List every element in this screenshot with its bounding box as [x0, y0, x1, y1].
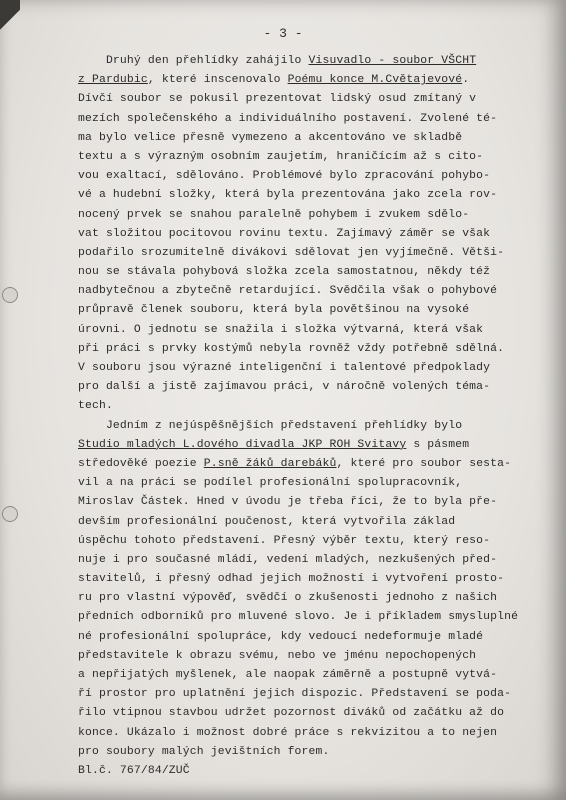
paragraph-2: [78, 417, 538, 762]
text-segment: úrovni. O jednotu se snažila i složka výtvarná, která však: [78, 323, 484, 336]
text-line: [78, 378, 538, 397]
text-segment: ru pro vlastní výpověď, svědčí o zkušenosti jednoho z našich: [78, 592, 498, 605]
text-segment: ma bylo velice přesně vymezeno a akcentováno ve skladbě: [78, 131, 463, 144]
text-segment: V souboru jsou výrazné inteligenční i talentové předpoklady: [78, 362, 491, 374]
underlined-title: z Pardubic: [78, 74, 148, 87]
text-segment: devším profesionální poučenost, která vytvořila základ: [78, 515, 456, 528]
text-segment: , které pro soubor sesta-: [336, 457, 512, 470]
text-line: [78, 513, 538, 532]
text-line: [78, 206, 538, 225]
text-line: [78, 244, 538, 263]
text-line: [78, 474, 538, 493]
text-segment: mezích společenského a individuálního postavení. Zvolené té-: [78, 112, 498, 125]
underlined-title: Poému konce M.Cvětajevové: [287, 74, 463, 87]
text-segment: textu a s výrazným osobním zaujetím, hraničícím až s cito-: [78, 150, 484, 163]
text-line: [78, 186, 538, 205]
underlined-title: P.sně žáků darebáků: [203, 457, 337, 470]
text-segment: vat složitou pocitovou rovinu textu. Zajímavý záměr se však: [78, 227, 491, 240]
text-segment: Miroslav Částek. Hned v úvodu je třeba říci, že to byla pře-: [78, 496, 498, 509]
text-line: [78, 148, 538, 167]
text-line: [78, 417, 538, 436]
body-text: [78, 52, 538, 781]
reference-number: Bl.č. 767/84/ZUČ: [78, 764, 190, 777]
text-line: [78, 436, 538, 455]
text-line: [78, 282, 538, 301]
text-line: [78, 589, 538, 608]
text-segment: průpravě členek souboru, která byla povětšinou na vysoké: [78, 304, 470, 317]
text-segment: řilo vtipnou stavbou udržet pozornost diváků od začátku až do: [78, 707, 505, 720]
text-segment: nocený prvek se snahou paralelně pohybem i zvukem sdělo-: [78, 208, 470, 221]
text-segment: nou se stávala pohybová složka zcela samostatnou, někdy též: [78, 266, 491, 279]
text-line: [78, 628, 538, 647]
text-segment: Druhý den přehlídky zahájilo: [78, 55, 309, 67]
text-line: [78, 608, 538, 627]
text-line: [78, 71, 538, 90]
text-segment: vé a hudební složky, která byla prezentována jako zcela rov-: [78, 189, 498, 202]
text-line: [78, 167, 538, 186]
underlined-title: Visuvadlo - soubor VŠCHT: [308, 55, 477, 67]
paragraph-1: [78, 52, 538, 417]
text-line: [78, 666, 538, 685]
text-line: [78, 704, 538, 723]
text-line: [78, 551, 538, 570]
text-line: [78, 110, 538, 129]
text-line: [78, 321, 538, 340]
text-line: [78, 532, 538, 551]
text-segment: Dívčí soubor se pokusil prezentovat lidský osud zmítaný v: [78, 93, 477, 106]
text-segment: nadbytečnou a zbytečně retardující. Svědčila však o pohybové: [78, 285, 498, 298]
text-segment: né profesionální spolupráce, kdy vedoucí nedeformuje mladé: [78, 630, 484, 643]
text-line: [78, 129, 538, 148]
underlined-title: Studio mladých L.dového divadla JKP ROH Svitavy: [78, 438, 407, 451]
text-line: [78, 493, 538, 512]
text-segment: nuje i pro současné mládí, vedení mladých, nezkušených před-: [78, 553, 498, 566]
text-line: [78, 301, 538, 320]
text-segment: ří prostor pro uplatnění jejich dispozic. Představení se poda-: [78, 688, 512, 701]
text-segment: stavitelů, i přesný odhad jejich možností i vytvoření prosto-: [78, 573, 505, 586]
text-segment: představitele k obrazu svému, nebo ve jménu nepochopených: [78, 649, 477, 662]
text-line: [78, 263, 538, 282]
text-segment: s pásmem: [406, 438, 470, 451]
text-segment: vil a na práci se podílel profesionální spolupracovník,: [78, 477, 463, 490]
text-segment: tech.: [78, 400, 113, 413]
text-segment: středověké poezie: [78, 457, 204, 470]
text-segment: pro soubory malých jevištních forem.: [78, 745, 330, 758]
text-segment: .: [462, 74, 470, 87]
text-segment: úspěchu tohoto představení. Přesný výběr textu, který reso-: [78, 534, 491, 547]
text-line: [78, 685, 538, 704]
text-segment: , které inscenovalo: [147, 74, 288, 87]
text-line: [78, 225, 538, 244]
text-line: [78, 647, 538, 666]
punch-hole-upper: [2, 287, 18, 303]
text-segment: při práci s prvky kostýmů nebyla rovněž vždy potřebně sdělná.: [78, 342, 505, 355]
text-line: [78, 455, 538, 474]
punch-hole-lower: [2, 506, 18, 522]
text-segment: pro další a jistě zajímavou práci, v náročně volených téma-: [78, 381, 491, 394]
text-line: [78, 340, 538, 359]
text-segment: konce. Ukázalo i možnost dobré práce s rekvizitou a to nejen: [78, 726, 498, 739]
text-line: [78, 724, 538, 743]
text-segment: Jedním z nejúspěšnějších představení přehlídky bylo: [78, 419, 463, 432]
text-segment: a nepřijatých myšlenek, ale naopak záměrně a postupně vytvá-: [78, 669, 498, 681]
text-segment: předních odborníků pro mluvené slovo. Je i příkladem smysluplné: [78, 611, 519, 624]
text-line: [78, 90, 538, 109]
text-line: [78, 743, 538, 762]
page-number: - 3 -: [263, 26, 303, 41]
text-segment: podařilo srozumitelně divákovi sdělovat jen vyjímečně. Větši-: [78, 246, 505, 259]
text-line: [78, 570, 538, 589]
text-segment: vou exaltací, sdělováno. Problémové bylo zpracování pohybo-: [78, 170, 491, 183]
text-line: [78, 397, 538, 416]
text-line: [78, 359, 538, 378]
text-line: [78, 52, 538, 71]
